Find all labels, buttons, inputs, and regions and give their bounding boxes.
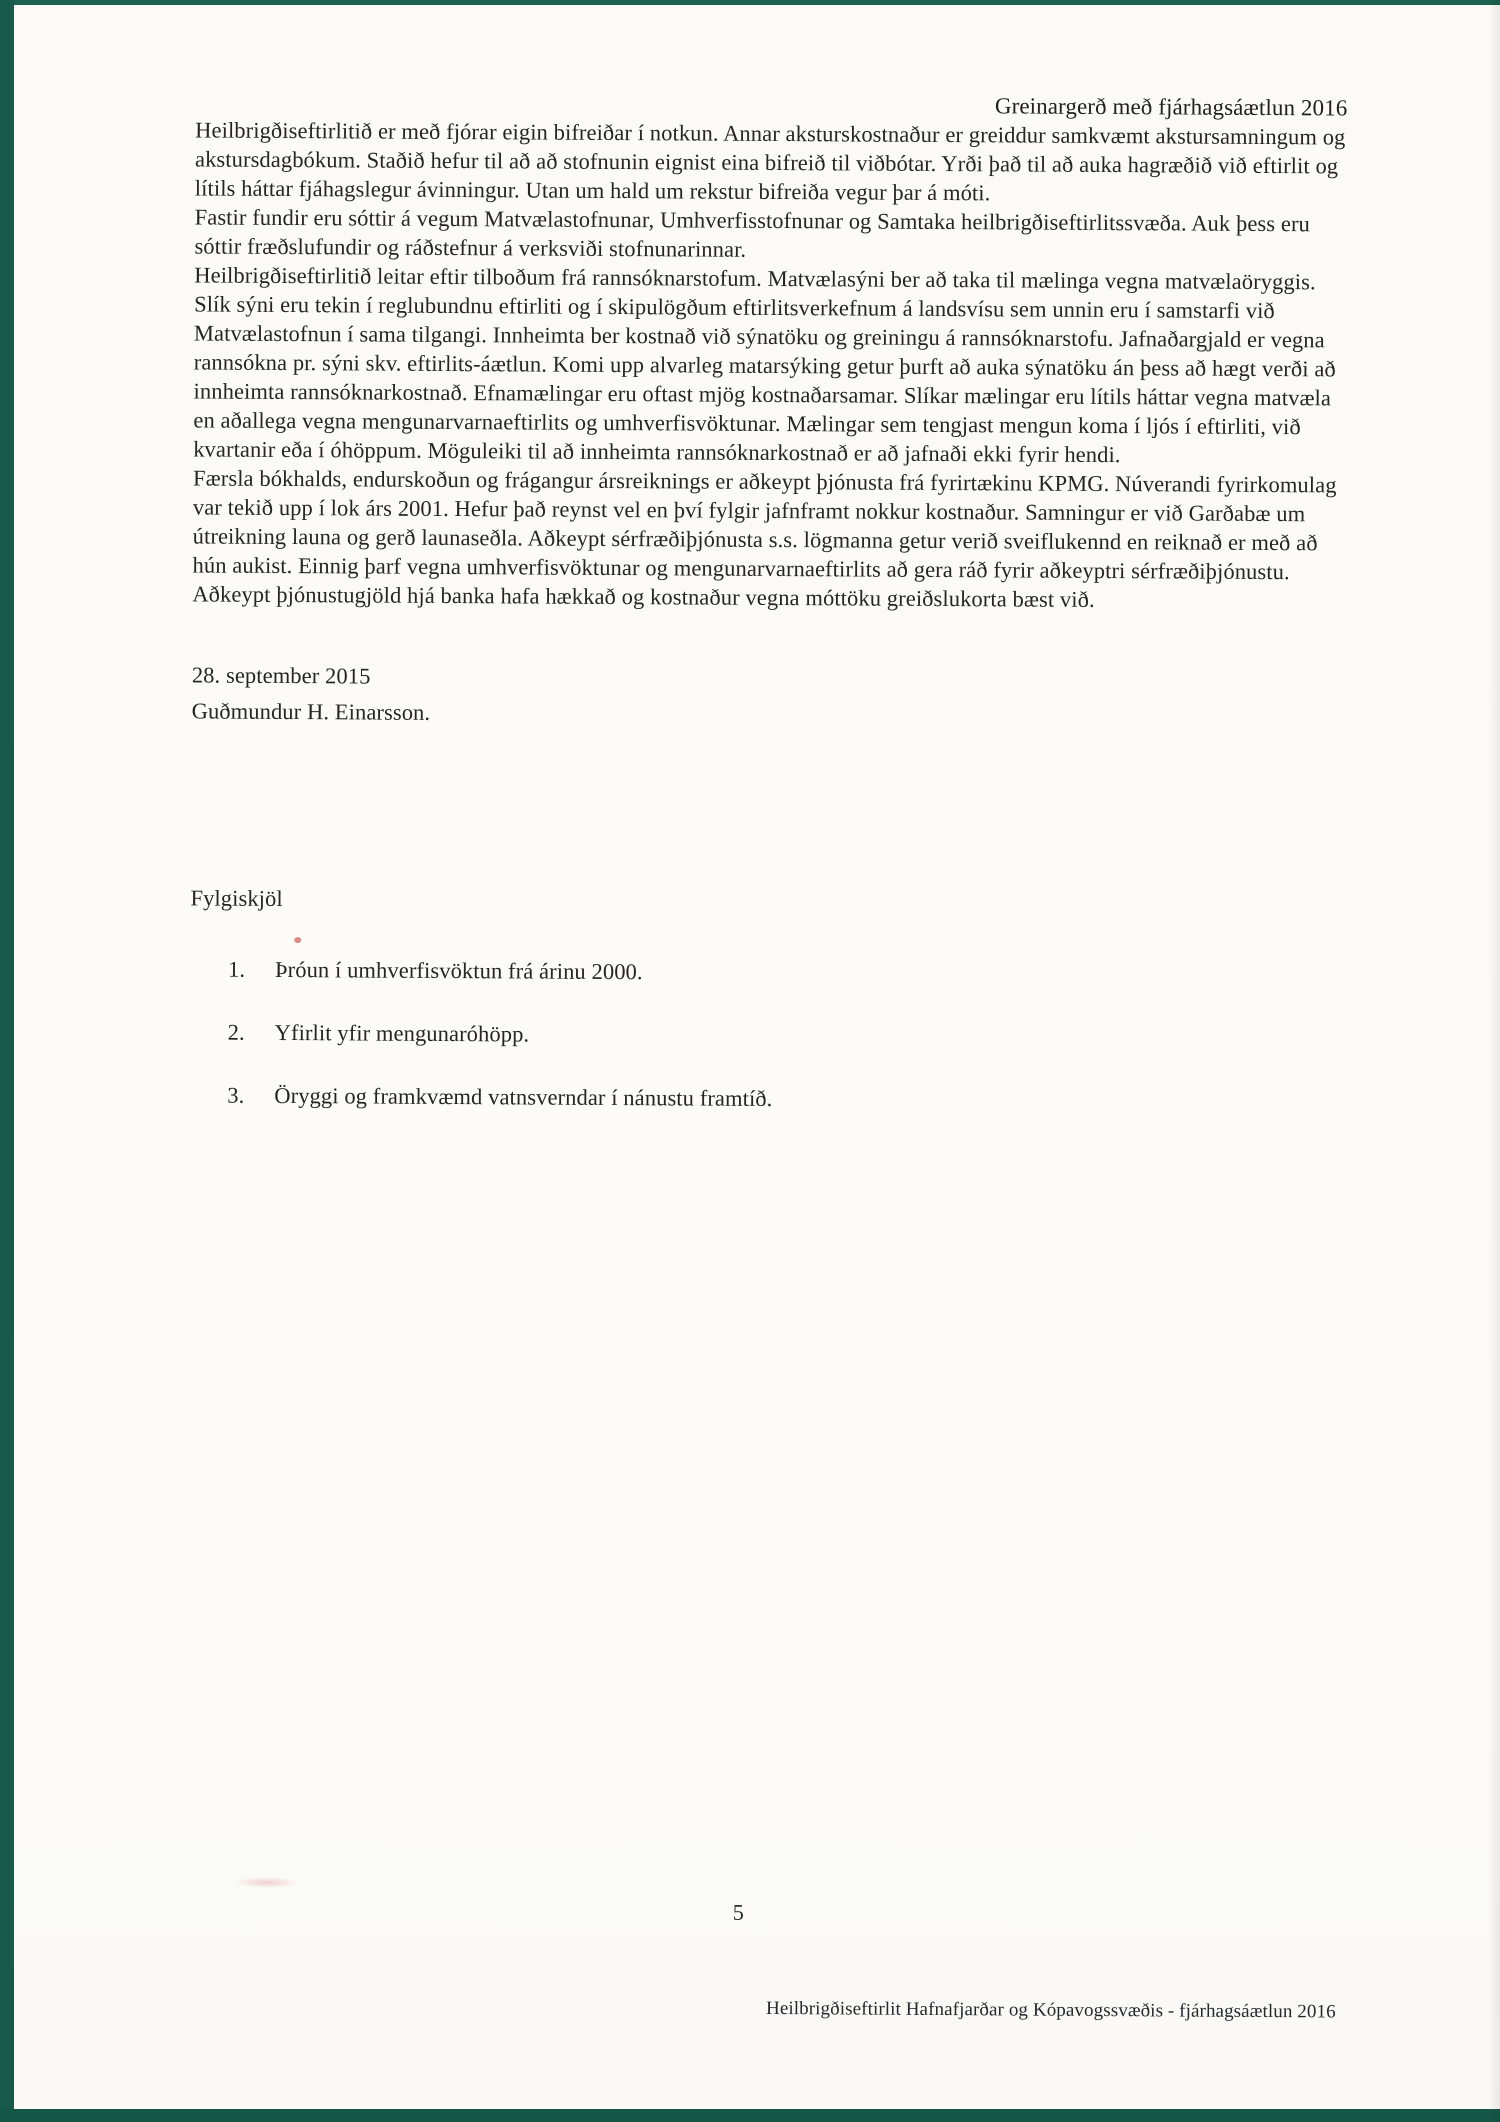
attachment-item <box>227 1081 1341 1117</box>
body-paragraph: Færsla bókhalds, endurskoðun og frágangur ársreiknings er aðkeypt þjónusta frá fyrirtækinu KPMG. Núverandi fyrirkomulag var tekið upp í lok árs 2001. Hefur það reynst vel en því fylgir jafnframt nokkur kostnaður. Samningur er við Garðabæ um útreikning launa og gerð launaseðla. Aðkeypt sérfræðiþjónusta s.s. lögmanna getur verið sveiflukennd en reiknað er með að hún aukist. Einnig þarf vegna umhverfisvöktunar og mengunarvarnaeftirlits að gera ráð fyrir aðkeyptri sérfræðiþjónustu. Aðkeypt þjónustugjöld hjá banka hafa hækkað og kostnaður vegna móttöku greiðslukorta bæst við. <box>192 465 1337 612</box>
attachment-number: 3. <box>227 1082 245 1108</box>
attachment-item <box>228 955 1342 991</box>
attachments-heading: Fylgiskjöl <box>190 885 283 911</box>
body-paragraph: Heilbrigðiseftirlitið leitar eftir tilboðum frá rannsóknarstofum. Matvælasýni ber að taka til mælinga vegna matvælaöryggis. Slík sýni eru tekin í reglubundnu eftirliti og í skipulögðum eftirlitsverkefnum á landsvísu sem unnin eru í samstarfi við Matvælastofnun í sama tilgangi. Innheimta ber kostnað við sýnatöku og greiningu á rannsóknarstofu. Jafnaðargjald er vegna rannsókna pr. sýni skv. eftirlits-áætlun. Komi upp alvarleg matarsýking getur þurft að auka sýnatöku án þess að hægt verði að innheimta rannsóknarkostnað. Efnamælingar eru oftast mjög kostnaðarsamar. Slíkar mælingar eru lítils háttar vegna matvæla en aðallega vegna mengunarvarnaeftirlits og umhverfisvöktunar. Mælingar sem tengjast mengun koma í ljós í eftirliti, við kvartanir eða í óhöppum. Möguleiki til að innheimta rannsóknarkostnað er að jafnaði ekki fyrir hendi. <box>193 262 1336 468</box>
author-name: Guðmundur H. Einarsson. <box>191 698 431 725</box>
attachment-number: 1. <box>227 956 246 982</box>
attachment-number: 2. <box>227 1019 245 1045</box>
scan-artifact <box>234 1877 298 1888</box>
body-paragraph: Heilbrigðiseftirlitið er með fjórar eigin bifreiðar í notkun. Annar aksturskostnaður er greiddur samkvæmt akstursamningum og akstursdagbókum. Staðið hefur til að að stofnunin eignist eina bifreið til viðbótar. Yrði það til að auka hagræðið við eftirlit og lítils háttar fjáhagslegur ávinningur. Utan um hald um rekstur bifreiða vegur þar á móti. <box>194 117 1346 206</box>
attachment-text: Öryggi og framkvæmd vatnsverndar í nánustu framtíð. <box>274 1082 773 1111</box>
attachments-list <box>189 954 1342 1116</box>
attachment-item <box>228 1018 1342 1054</box>
document-header: Greinargerð með fjárhagsáætlun 2016 <box>994 93 1348 121</box>
body-paragraph: Fastir fundir eru sóttir á vegum Matvælastofnunar, Umhverfisstofnunar og Samtaka heilbrigðiseftirlitssvæða. Auk þess eru sóttir fræðslufundir og ráðstefnur á verksviði stofnunarinnar. <box>194 204 1311 262</box>
scan-artifact <box>294 937 301 943</box>
attachment-text: Yfirlit yfir mengunaróhöpp. <box>274 1019 530 1047</box>
date-line: 28. september 2015 <box>191 662 371 689</box>
attachment-text: Þróun í umhverfisvöktun frá árinu 2000. <box>274 956 643 985</box>
page-number: 5 <box>732 1899 745 1925</box>
document-footer: Heilbrigðiseftirlit Hafnafjarðar og Kópavogssvæðis - fjárhagsáætlun 2016 <box>765 1997 1336 2023</box>
